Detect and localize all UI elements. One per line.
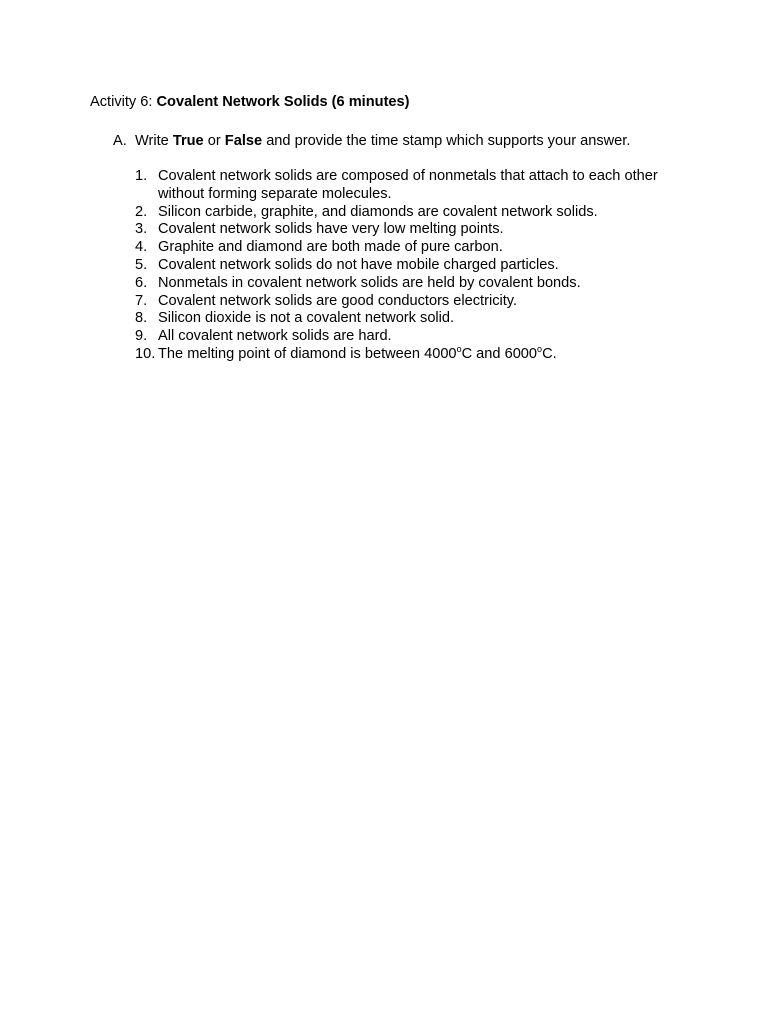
question-number: 2. bbox=[135, 203, 148, 220]
instruction-text-3: and provide the time stamp which supports your answer. bbox=[266, 133, 631, 149]
question-number: 3. bbox=[135, 221, 148, 238]
list-item bbox=[135, 275, 695, 293]
list-item bbox=[135, 328, 695, 346]
question-text: Covalent network solids are good conductors electricity. bbox=[158, 292, 518, 309]
list-item bbox=[135, 310, 695, 328]
question-text: Graphite and diamond are both made of pure carbon. bbox=[158, 239, 503, 256]
list-item bbox=[135, 239, 695, 257]
question-list bbox=[135, 168, 695, 364]
question-text: Covalent network solids are composed of nonmetals that attach to each other without forming separate molecules. bbox=[158, 168, 658, 202]
list-item bbox=[135, 168, 695, 204]
activity-title bbox=[90, 93, 410, 111]
list-item bbox=[135, 204, 695, 222]
question-number: 9. bbox=[135, 328, 148, 345]
question-10-part-1: The melting point of diamond is between 4000 bbox=[158, 345, 457, 362]
question-10-part-3: C. bbox=[542, 345, 557, 362]
section-letter: A. bbox=[113, 133, 127, 149]
question-10-part-2: C and 6000 bbox=[461, 345, 538, 362]
question-text: All covalent network solids are hard. bbox=[158, 328, 392, 345]
list-item bbox=[135, 343, 695, 364]
instruction-text-2: or bbox=[207, 133, 221, 149]
instruction-text-1: Write bbox=[135, 133, 169, 149]
question-number: 10. bbox=[135, 345, 156, 362]
instruction-bold-true: True bbox=[172, 133, 204, 149]
question-number: 4. bbox=[135, 239, 148, 256]
question-number: 5. bbox=[135, 256, 148, 273]
question-text bbox=[158, 343, 695, 364]
instruction-bold-false: False bbox=[224, 133, 263, 149]
question-text: Covalent network solids do not have mobile charged particles. bbox=[158, 256, 559, 273]
list-item bbox=[135, 293, 695, 311]
list-item bbox=[135, 257, 695, 275]
question-text: Covalent network solids have very low melting points. bbox=[158, 221, 504, 238]
activity-title-bold: Covalent Network Solids (6 minutes) bbox=[156, 94, 410, 110]
question-number: 6. bbox=[135, 274, 148, 291]
list-item bbox=[135, 221, 695, 239]
activity-title-prefix: Activity 6: bbox=[90, 94, 153, 110]
question-text: Silicon carbide, graphite, and diamonds are covalent network solids. bbox=[158, 203, 598, 220]
question-number: 8. bbox=[135, 310, 148, 327]
question-number: 7. bbox=[135, 292, 148, 309]
section-a-instructions bbox=[113, 132, 630, 150]
degree-symbol: o bbox=[537, 343, 543, 354]
question-number: 1. bbox=[135, 168, 148, 184]
question-text: Nonmetals in covalent network solids are held by covalent bonds. bbox=[158, 274, 581, 291]
question-text: Silicon dioxide is not a covalent network solid. bbox=[158, 310, 455, 327]
degree-symbol: o bbox=[456, 343, 462, 354]
